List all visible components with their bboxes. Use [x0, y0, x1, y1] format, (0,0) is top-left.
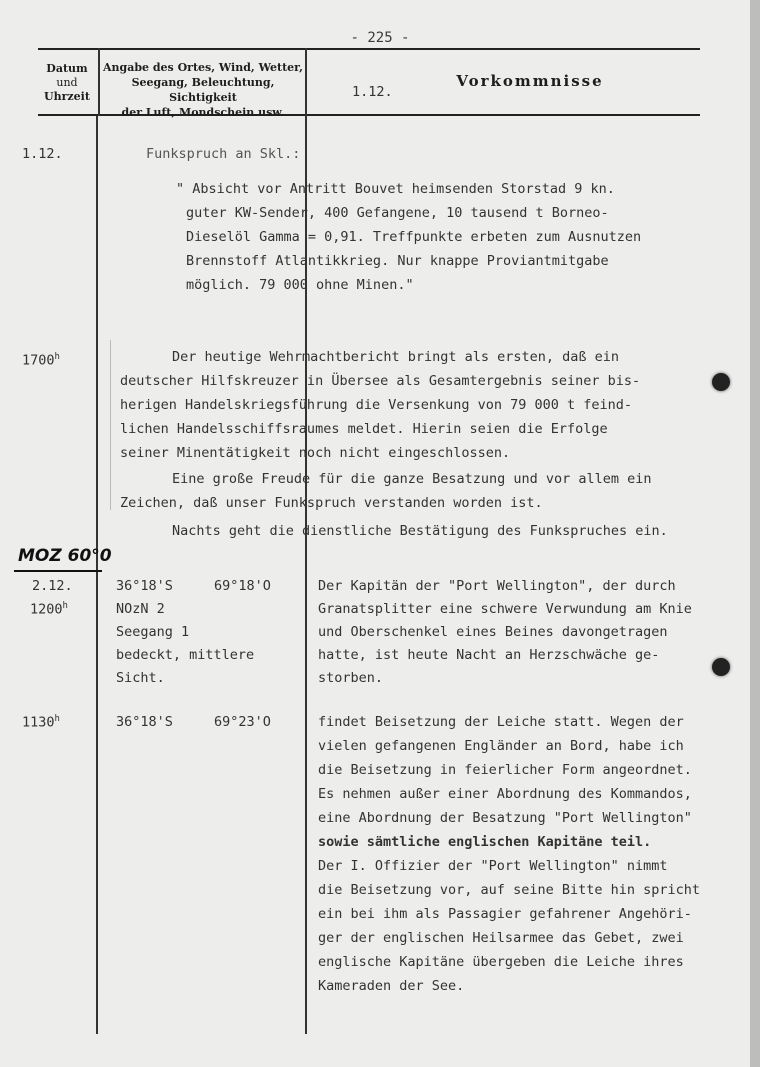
page-number: - 225 -: [350, 30, 410, 46]
entry1-quote-line: Dieselöl Gamma = 0,91. Treffpunkte erbeten zum Ausnutzen: [186, 229, 642, 245]
entry3-longitude: 69°18'O: [214, 578, 271, 594]
entry4-text-line: eine Abordnung der Besatzung "Port Wellington": [318, 810, 692, 826]
header-place-line: der Luft, Mondschein usw.: [121, 106, 285, 119]
entry1-quote-line: Brennstoff Atlantikkrieg. Nur knappe Proviantmitgabe: [186, 253, 609, 269]
entry4-text-line: findet Beisetzung der Leiche statt. Wegen der: [318, 714, 684, 730]
entry4-time: [22, 714, 60, 731]
header-date-line: Uhrzeit: [44, 90, 90, 103]
margin-bracket: [110, 340, 114, 510]
entry3-weather-line: NOzN 2: [116, 601, 165, 617]
header-events-column: Vorkommnisse: [456, 72, 604, 90]
header-place-line: Angabe des Ortes, Wind, Wetter,: [102, 61, 304, 74]
entry3-text-line: storben.: [318, 670, 384, 686]
entry3-latitude: 36°18'S: [116, 578, 173, 594]
punch-hole: [712, 658, 730, 676]
page-edge: [750, 0, 760, 1067]
entry3-time-value: 1200: [30, 601, 63, 618]
entry2-para2-line: Zeichen, daß unser Funkspruch verstanden worden ist.: [120, 495, 543, 511]
entry1-quote-line: möglich. 79 000 ohne Minen.": [186, 277, 414, 293]
entry3-text-line: und Oberschenkel eines Beines davongetragen: [318, 624, 668, 640]
handwritten-underline: [14, 570, 102, 572]
header-date-value: 1.12.: [352, 84, 393, 100]
entry4-time-value: 1130: [22, 714, 55, 731]
entry4-time-sup: h: [54, 714, 60, 724]
entry4-text-line: englische Kapitäne übergeben die Leiche ihres: [318, 954, 684, 970]
entry2-para1-line: seiner Minentätigkeit noch nicht eingeschlossen.: [120, 445, 511, 461]
entry3-text-line: Der Kapitän der "Port Wellington", der durch: [318, 578, 676, 594]
entry1-quote-line: " Absicht vor Antritt Bouvet heimsenden Storstad 9 kn.: [176, 181, 615, 197]
entry1-quote-line: guter KW-Sender, 400 Gefangene, 10 tausend t Borneo-: [186, 205, 609, 221]
entry3-text-line: hatte, ist heute Nacht an Herzschwäche ge-: [318, 647, 660, 663]
entry2-time-value: 1700: [22, 352, 55, 369]
entry3-text-line: Granatsplitter eine schwere Verwundung am Knie: [318, 601, 692, 617]
entry4-text-line: ein bei ihm als Passagier gefahrener Angehöri-: [318, 906, 692, 922]
entry3-date: 2.12.: [32, 578, 73, 594]
entry2-time: [22, 352, 60, 369]
entry4-text-line: die Beisetzung vor, auf seine Bitte hin spricht: [318, 882, 701, 898]
entry4-text-line: vielen gefangenen Engländer an Bord, habe ich: [318, 738, 684, 754]
entry1-date: 1.12.: [22, 146, 63, 162]
entry2-para1-line: Der heutige Wehrmachtbericht bringt als ersten, daß ein: [172, 349, 620, 365]
entry4-longitude: 69°23'O: [214, 714, 271, 730]
entry4-text-line: Kameraden der See.: [318, 978, 465, 994]
entry3-weather-line: Sicht.: [116, 670, 165, 686]
entry1-intro: Funkspruch an Skl.:: [146, 146, 301, 162]
entry4-text-line: die Beisetzung in feierlicher Form angeordnet.: [318, 762, 692, 778]
entry2-para1-line: lichen Handelsschiffsraumes meldet. Hierin seien die Erfolge: [120, 421, 608, 437]
entry2-time-sup: h: [54, 352, 60, 362]
entry2-para1-line: deutscher Hilfskreuzer in Übersee als Gesamtergebnis seiner bis-: [120, 373, 641, 389]
entry3-weather-line: bedeckt, mittlere: [116, 647, 255, 663]
entry4-text-line: sowie sämtliche englischen Kapitäne teil.: [318, 834, 652, 850]
entry4-text-line: ger der englischen Heilsarmee das Gebet, zwei: [318, 930, 684, 946]
entry3-time-sup: h: [62, 601, 68, 611]
header-date-line: Datum: [46, 62, 88, 75]
entry2-para1-line: herigen Handelskriegsführung die Versenkung von 79 000 t feind-: [120, 397, 633, 413]
column-divider-left: [96, 116, 98, 1034]
entry3-weather-line: Seegang 1: [116, 624, 190, 640]
header-place-line: Seegang, Beleuchtung, Sichtigkeit: [131, 76, 275, 104]
header-date-line: und: [56, 76, 78, 89]
entry2-para2-line: Eine große Freude für die ganze Besatzung und vor allem ein: [172, 471, 652, 487]
punch-hole: [712, 373, 730, 391]
entry4-text-line: Es nehmen außer einer Abordnung des Kommandos,: [318, 786, 692, 802]
entry2-para3: Nachts geht die dienstliche Bestätigung des Funkspruches ein.: [172, 523, 668, 539]
handwritten-annotation: MOZ 60°0: [18, 546, 112, 566]
entry3-time: [30, 601, 68, 618]
header-place-column: [100, 60, 306, 120]
entry4-latitude: 36°18'S: [116, 714, 173, 730]
entry4-text-line: Der I. Offizier der "Port Wellington" nimmt: [318, 858, 668, 874]
header-date-column: [38, 62, 96, 104]
header-top-rule: [38, 48, 700, 50]
